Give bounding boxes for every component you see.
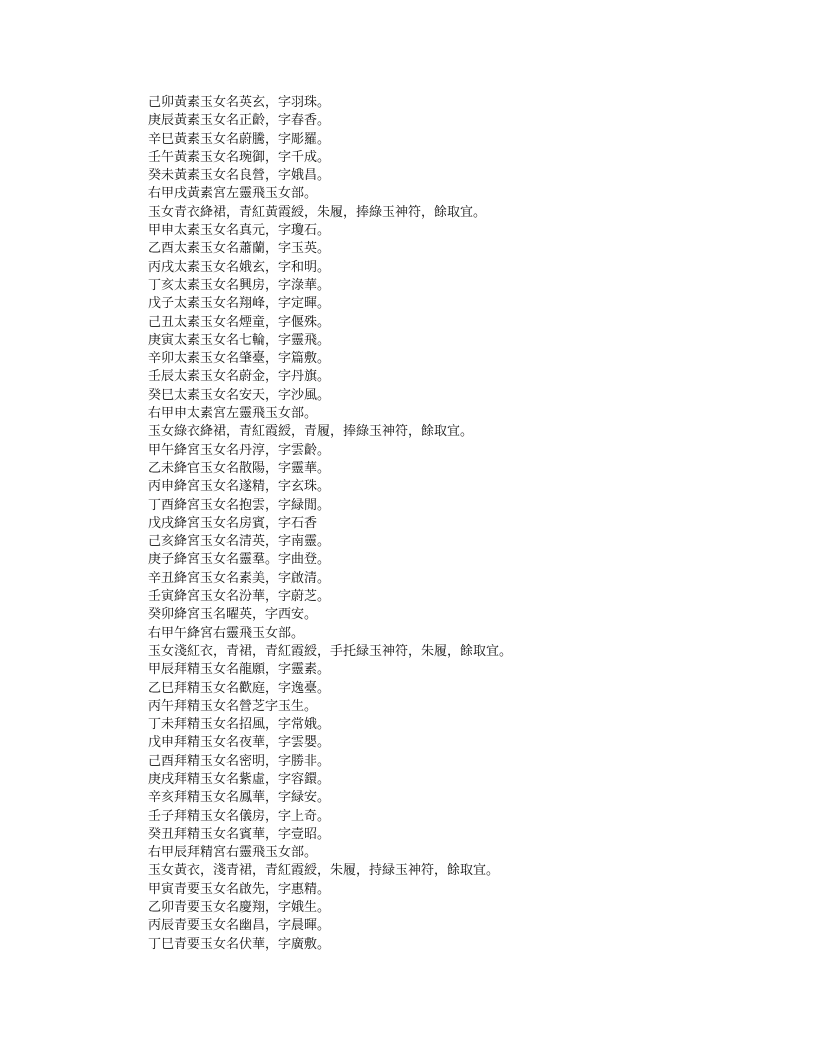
text-line: 戊子太素玉女名翔峰，字定暉。 — [148, 296, 331, 312]
text-line: 丁亥太素玉女名興房，字淥華。 — [148, 277, 331, 293]
text-line: 右甲午絳宮右靈飛玉女部。 — [148, 625, 305, 641]
text-line: 甲寅青要玉女名啟先，字惠精。 — [148, 881, 331, 897]
text-line: 甲申太素玉女名真元，字瓊石。 — [148, 223, 331, 239]
text-line: 辛卯太素玉女名肇臺，字篇敷。 — [148, 351, 331, 367]
text-line: 丙辰青要玉女名幽昌，字晨暉。 — [148, 918, 331, 934]
text-block — [148, 94, 788, 954]
text-line: 右甲戌黃素宮左靈飛玉女部。 — [148, 186, 318, 202]
text-line: 庚戌拜精玉女名紫虛，字容鐶。 — [148, 771, 331, 787]
text-line: 己丑太素玉女名煙童，字偃殊。 — [148, 314, 331, 330]
text-line: 辛亥拜精玉女名鳳華，字緑安。 — [148, 790, 331, 806]
text-line: 玉女淺紅衣，青裙，青紅霞綬，手托緑玉神符，朱履，餘取宜。 — [148, 643, 513, 659]
text-line: 丙申絳宮玉女名遂精，字玄珠。 — [148, 479, 331, 495]
text-line: 乙巳拜精玉女名歡庭，字逸臺。 — [148, 680, 331, 696]
text-line: 乙酉太素玉女名蕭蘭，字玉英。 — [148, 241, 331, 257]
text-line: 辛丑絳宮玉女名素美，字啟清。 — [148, 570, 331, 586]
text-line: 乙卯青要玉女名慶翔，字娥生。 — [148, 900, 331, 916]
text-line: 癸卯絳宮玉名曜英，字西安。 — [148, 607, 318, 623]
text-line: 己卯黃素玉女名英玄，字羽珠。 — [148, 95, 331, 110]
text-line: 癸未黃素玉女名良營，字娥昌。 — [148, 168, 331, 184]
text-line: 己亥絳宮玉女名清英，字南靈。 — [148, 534, 331, 550]
text-line: 庚子絳宮玉女名靈羣。字曲登。 — [148, 552, 331, 568]
text-line: 丙戌太素玉女名娥玄，字和明。 — [148, 259, 331, 275]
text-line: 辛巳黃素玉女名蔚騰，字彫羅。 — [148, 131, 331, 147]
text-line: 癸丑拜精玉女名賓華，字壹昭。 — [148, 826, 331, 842]
text-line: 庚寅太素玉女名七輪，字靈飛。 — [148, 332, 331, 348]
text-line: 玉女綠衣絳裙，青紅霞綬，青履，捧綠玉神符，餘取宜。 — [148, 424, 474, 440]
text-line: 乙未絳官玉女名散陽，字靈華。 — [148, 460, 331, 476]
text-line: 右甲辰拜精宮右靈飛玉女部。 — [148, 845, 318, 861]
text-line: 玉女黃衣，淺青裙，青紅霞綬，朱履，持緑玉神符，餘取宜。 — [148, 863, 500, 879]
text-line: 丁巳青要玉女名伏華，字廣敷。 — [148, 936, 331, 952]
text-line: 甲辰拜精玉女名龍願，字靈素。 — [148, 662, 331, 678]
text-line: 戊申拜精玉女名夜華，字雲嬰。 — [148, 735, 331, 751]
text-line: 右甲申太素宮左靈飛玉女部。 — [148, 406, 318, 422]
text-line: 甲午絳宮玉女名丹淳，字雲齡。 — [148, 442, 331, 458]
text-line: 壬寅絳宮玉女名汾華，字蔚芝。 — [148, 589, 331, 605]
text-line: 丁酉絳宮玉女名抱雲，字緑閒。 — [148, 497, 331, 513]
text-line: 丙午拜精玉女名營芝字玉生。 — [148, 698, 318, 714]
text-line: 壬辰太素玉女名蔚金，字丹旗。 — [148, 369, 331, 385]
text-line: 庚辰黃素玉女名正齡，字春香。 — [148, 113, 331, 129]
text-line: 己酉拜精玉女名密明，字勝非。 — [148, 753, 331, 769]
text-line: 戊戌絳宮玉女名房賓，字石香 — [148, 515, 318, 531]
text-line: 壬午黃素玉女名琬御，字千成。 — [148, 149, 331, 165]
text-line: 丁未拜精玉女名招風，字常娥。 — [148, 717, 331, 733]
text-line: 壬子拜精玉女名儀房，字上奇。 — [148, 808, 331, 824]
text-line: 玉女青衣絳裙，青紅黃霞綬，朱履，捧綠玉神符，餘取宜。 — [148, 204, 487, 220]
text-line: 癸巳太素玉女名安天，字沙風。 — [148, 387, 331, 403]
